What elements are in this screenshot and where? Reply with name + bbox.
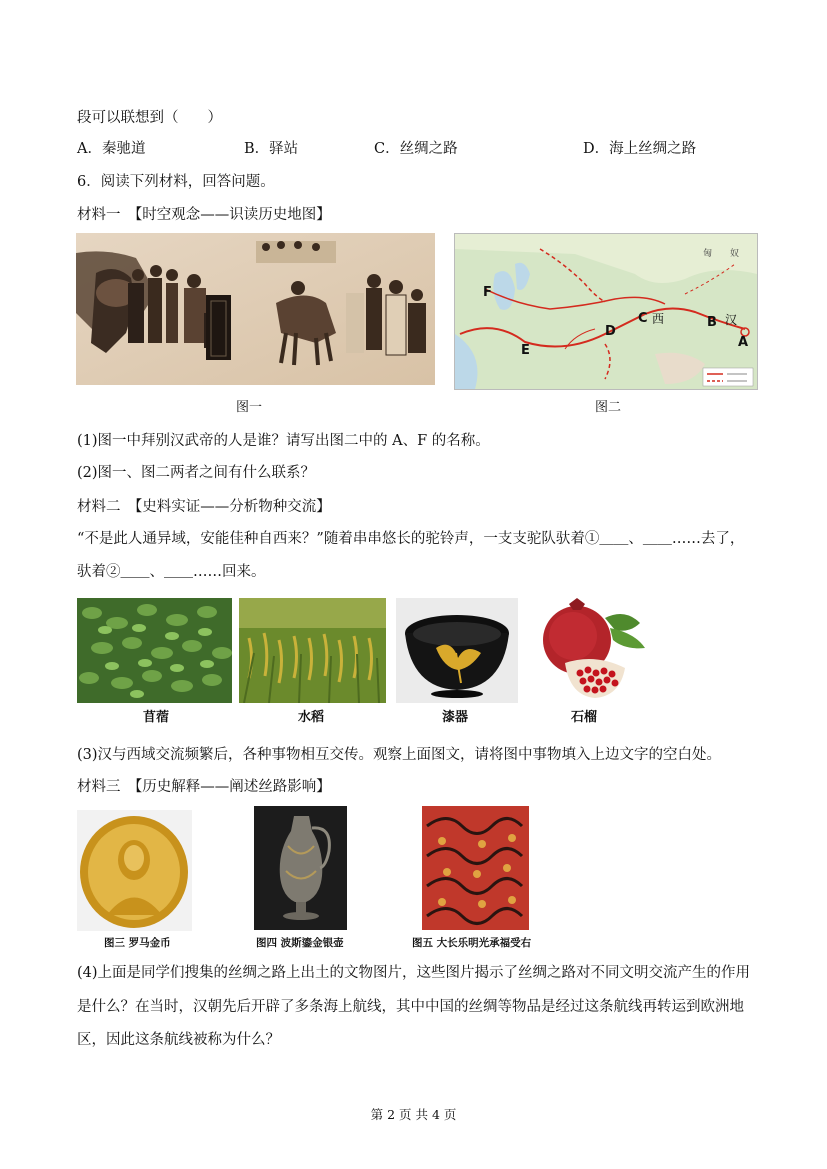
material3-heading: 材料三 【历史解释——阐述丝路影响】	[77, 779, 331, 795]
page-footer: 第 2 页 共 4 页	[370, 1107, 457, 1122]
figure1-mural-image	[76, 233, 435, 385]
q6-sub-question-4-line1: (4)上面是同学们搜集的丝绸之路上出土的文物图片，这些图片揭示了丝绸之路对不同文明交流产生的作用	[77, 965, 751, 981]
q6-sub-question-4-line2: 是什么？在当时，汉朝先后开辟了多条海上航线，其中中国的丝绸等物品是经过这条航线再转运到欧洲地	[77, 999, 744, 1015]
figure1-caption: 图一	[236, 400, 263, 415]
figure2-caption: 图二	[595, 400, 622, 415]
map-label-b: B	[707, 315, 717, 330]
figure2-silk-road-map	[454, 233, 758, 390]
map-label-d: D	[605, 324, 616, 339]
rice-caption: 水稻	[298, 710, 325, 725]
q6-sub-question-4-line3: 区，因此这条航线被称为什么？	[77, 1032, 280, 1048]
rice-image	[239, 598, 386, 703]
figure5-caption: 图五 大长乐明光承福受右	[412, 937, 532, 949]
pomegranate-image	[525, 598, 652, 703]
q5-stem-tail: 段可以联想到（ ）	[77, 110, 222, 126]
map-label-xiong: 匈	[703, 249, 713, 259]
q5-option-c: C．丝绸之路	[374, 141, 458, 157]
q5-option-b: B．驿站	[244, 141, 299, 157]
q5-option-a: A．秦驰道	[77, 141, 146, 157]
persian-gilt-silver-pot-image	[254, 806, 347, 930]
map-label-nu: 奴	[730, 249, 740, 259]
q6-sub-question-2: (2)图一、图二两者之间有什么联系？	[77, 465, 316, 481]
lacquerware-image	[396, 598, 518, 703]
roman-gold-coin-image	[77, 810, 192, 931]
q6-sub-question-1: (1)图一中拜别汉武帝的人是谁？请写出图二中的 A、F 的名称。	[77, 433, 490, 449]
material1-heading: 材料一 【时空观念——识读历史地图】	[77, 207, 331, 223]
material2-heading: 材料二 【史料实证——分析物种交流】	[77, 499, 331, 515]
pomegranate-caption: 石榴	[571, 710, 598, 725]
q6-intro: 6．阅读下列材料，回答问题。	[77, 174, 275, 190]
map-label-han: 汉	[725, 313, 738, 327]
q6-sub-question-3: (3)汉与西域交流频繁后，各种事物相互交传。观察上面图文，请将图中事物填入上边文字的空白处。	[77, 747, 722, 763]
q5-option-d: D．海上丝绸之路	[583, 141, 697, 157]
lacquerware-caption: 漆器	[442, 710, 469, 725]
han-brocade-image	[422, 806, 529, 930]
material2-quote-line1: “不是此人通异域，安能佳种自西来？”随着串串悠长的驼铃声，一支支驼队驮着①＿＿、＿＿……去了，	[77, 531, 745, 547]
map-label-a: A	[738, 335, 749, 350]
material2-quote-line2: 驮着②＿＿、＿＿……回来。	[77, 564, 266, 580]
figure3-caption: 图三 罗马金币	[104, 937, 171, 949]
alfalfa-image	[77, 598, 232, 703]
map-label-e: E	[521, 343, 530, 358]
map-label-c: C	[638, 311, 648, 326]
map-label-xi: 西	[652, 312, 665, 326]
figure4-caption: 图四 波斯鎏金银壶	[256, 937, 344, 949]
map-label-f: F	[483, 285, 492, 300]
alfalfa-caption: 苜蓿	[143, 710, 170, 725]
